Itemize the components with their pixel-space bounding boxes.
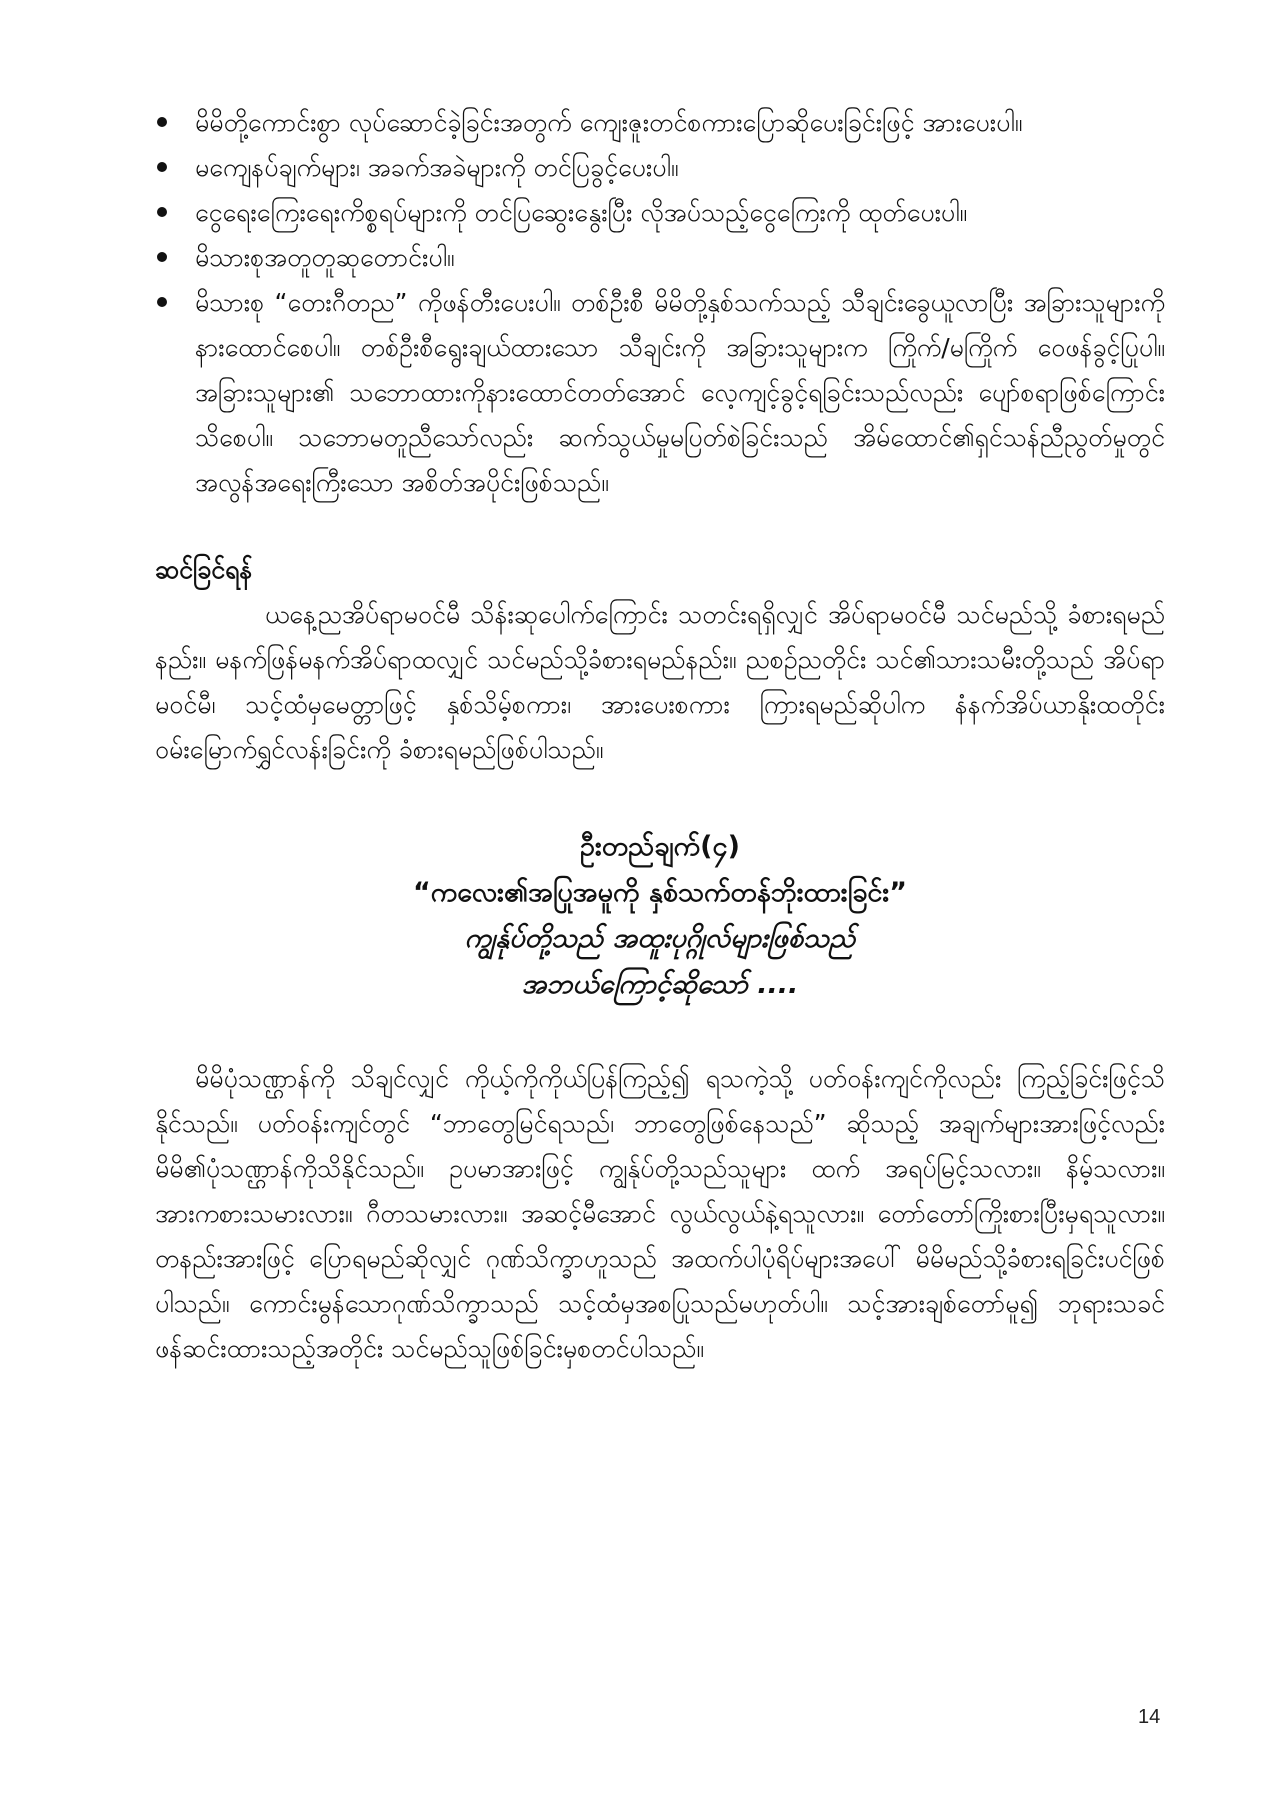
bullet-item <box>155 145 1165 190</box>
objective-number: ဦးတည်ချက်(၄) <box>580 831 740 862</box>
closing-paragraph: မိမိပုံသဏ္ဌာန်ကို သိချင်လျှင် ကိုယ့်ကိုကိုယ်ပြန်ကြည့်၍ ရသကဲ့သို့ ပတ်ဝန်းကျင်ကိုလည်း ကြည့်ခြင်းဖြင့်သိနိုင်သည်။ ပတ်ဝန်းကျင်တွင် “ဘာတွေမြင်ရသည်၊ ဘာတွေဖြစ်နေသည်” ဆိုသည့် အချက်များအားဖြင့်လည်း မိမိ၏ပုံသဏ္ဌာန်ကိုသိနိုင်သည်။ ဥပမာအားဖြင့် ကျွန်ုပ်တို့သည်သူများ ထက် အရပ်မြင့်သလား။ နိမ့်သလား။ အားကစားသမားလား။ ဂီတသမားလား။ အဆင့်မီအောင် လွယ်လွယ်နဲ့ရသူလား။ တော်တော်ကြိုးစားပြီးမှရသူလား။ တနည်းအားဖြင့် ပြောရမည်ဆိုလျှင် ဂုဏ်သိက္ခာဟူသည် အထက်ပါပုံရိပ်များအပေါ် မိမိမည်သို့ခံစားရခြင်းပင်ဖြစ်ပါသည်။ ကောင်းမွန်သောဂုဏ်သိက္ခာသည် သင့်ထံမှအစပြုသည်မဟုတ်ပါ။ သင့်အားချစ်တော်မူ၍ ဘုရားသခင် ဖန်ဆင်းထားသည့်အတိုင်း သင်မည်သူဖြစ်ခြင်းမှစတင်ပါသည်။ <box>155 1064 1165 1363</box>
objective-title: “ကလေး၏အပြုအမူကို နှစ်သက်တန်ဘိုးထားခြင်း” <box>413 877 907 908</box>
bullet-list <box>155 100 1165 505</box>
bullet-text: မိမိတို့ကောင်းစွာ လုပ်ဆောင်ခဲ့ခြင်းအတွက် ကျေးဇူးတင်စကားပြောဆိုပေးခြင်းဖြင့် အားပေးပါ။ <box>195 108 1023 137</box>
bullet-text: မိသားစု “တေးဂီတည” ကိုဖန်တီးပေးပါ။ တစ်ဦးစီ မိမိတို့နှစ်သက်သည့် သီချင်းခွေယူလာပြီး အခြားသူများကို နားထောင်စေပါ။ တစ်ဦးစီရွေးချယ်ထားသော သီချင်းကို အခြားသူများက ကြိုက်/မကြိုက် ဝေဖန်ခွင့်ပြုပါ။ အခြားသူများ၏ သဘောထားကိုနားထောင်တတ်အောင် လေ့ကျင့်ခွင့်ရခြင်းသည်လည်း ပျော်စရာဖြစ်ကြောင်းသိစေပါ။ သဘောမတူညီသော်လည်း ဆက်သွယ်မှုမပြတ်စဲခြင်းသည် အိမ်ထောင်၏ရှင်သန်ညီညွတ်မှုတွင် အလွန်အရေးကြီးသော အစိတ်အပိုင်းဖြစ်သည်။ <box>195 288 1165 497</box>
reflection-paragraph: ယနေ့ညအိပ်ရာမဝင်မီ သိန်းဆုပေါက်ကြောင်း သတင်းရရှိလျှင် အိပ်ရာမဝင်မီ သင်မည်သို့ ခံစားရမည်နည်း။ မနက်ဖြန်မနက်အိပ်ရာထလျှင် သင်မည်သို့ခံစားရမည်နည်း။ ညစဉ်ညတိုင်း သင်၏သားသမီးတို့သည် အိပ်ရာမဝင်မီ၊ သင့်ထံမှမေတ္တာဖြင့် နှစ်သိမ့်စကား၊ အားပေးစကား ကြားရမည်ဆိုပါက နံနက်အိပ်ယာနိုးထတိုင်း ဝမ်းမြောက်ရွှင်လန်းခြင်းကို ခံစားရမည်ဖြစ်ပါသည်။ <box>155 600 1165 764</box>
bullet-item <box>155 235 1165 280</box>
bullet-item <box>155 190 1165 235</box>
page-number: 14 <box>1138 1706 1161 1728</box>
bullet-text: မကျေနပ်ချက်များ၊ အခက်အခဲများကို တင်ပြခွင့်ပေးပါ။ <box>195 153 679 182</box>
bullet-text: ငွေရေးကြေးရေးကိစ္စရပ်များကို တင်ပြဆွေးနွေးပြီး လိုအပ်သည့်ငွေကြေးကို ထုတ်ပေးပါ။ <box>195 198 968 227</box>
objective-subtitle-continued: အဘယ်ကြောင့်ဆိုသော် .... <box>521 969 799 1000</box>
bullet-text: မိသားစုအတူတူဆုတောင်းပါ။ <box>195 243 455 272</box>
section-heading: ဆင်ခြင်ရန် <box>155 555 253 584</box>
bullet-icon <box>157 117 167 127</box>
objective-subtitle: ကျွန်ုပ်တို့သည် အထူးပုဂ္ဂိုလ်များဖြစ်သည် <box>464 923 856 954</box>
bullet-icon <box>157 297 167 307</box>
bullet-icon <box>157 162 167 172</box>
page-content <box>155 100 1165 1371</box>
bullet-icon <box>157 207 167 217</box>
bullet-icon <box>157 252 167 262</box>
objective-title-block <box>155 824 1165 1008</box>
bullet-item <box>155 280 1165 505</box>
bullet-item <box>155 100 1165 145</box>
